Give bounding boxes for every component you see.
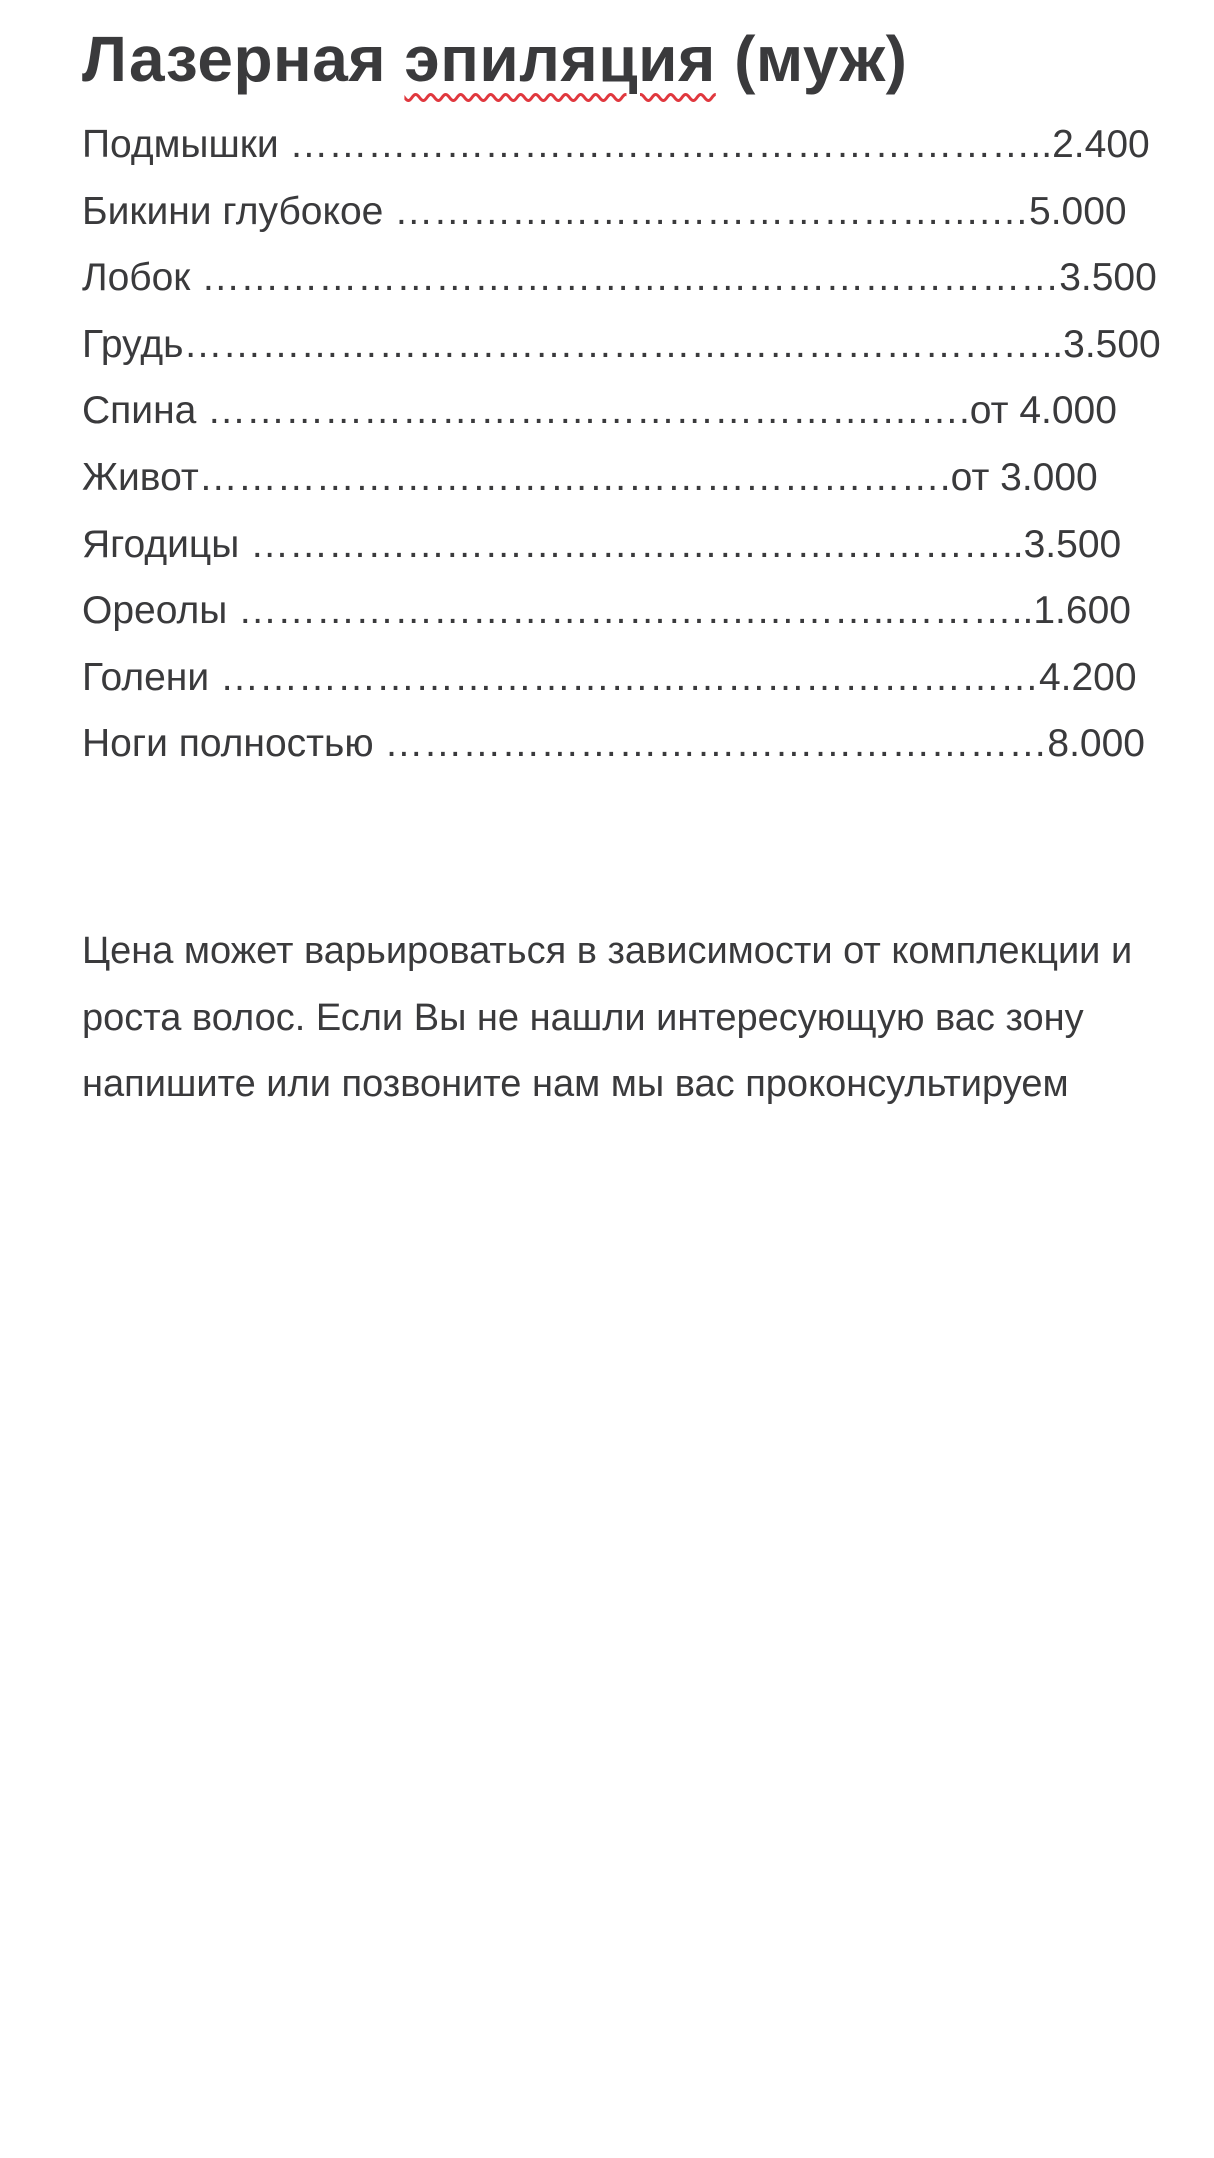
price-item-areolas: Ореолы ………………………………….………..………..1.600 [82,589,1131,633]
price-note: Цена может варьироваться в зависимости от комплекции и роста волос. Если Вы не нашли интересующую вас зону напишите или позвоните нам мы вас проконсультируем [82,930,1133,1106]
title-misspelled-word[interactable]: эпиляция [404,23,716,95]
price-item-underarms: Подмышки …………………………………………………..2.400 [82,123,1150,166]
title-part-2: (муж) [715,23,908,95]
price-list [82,112,1161,778]
price-item-belly: Живот………………………………………………….от 3.000 [82,455,1098,499]
price-item-pubis: Лобок …………………………………………………………3.500 [82,256,1157,300]
title-part-1: Лазерная [82,23,405,95]
page-title [82,14,907,104]
price-item-chest: Грудь…………………………………………………………..3.500 [82,322,1161,366]
price-item-buttocks: Ягодицы ……………………………………….…………..3.500 [82,522,1122,566]
price-item-shins: Голени ………………………………………………………4.200 [82,655,1137,699]
price-item-deep-bikini: Бикини глубокое ……………………………………….…5.000 [82,189,1127,233]
price-item-full-legs: Ноги полностью ……………………………………………8.000 [82,722,1145,766]
price-item-back: Спина …………………………………………….…….от 4.000 [82,389,1117,433]
